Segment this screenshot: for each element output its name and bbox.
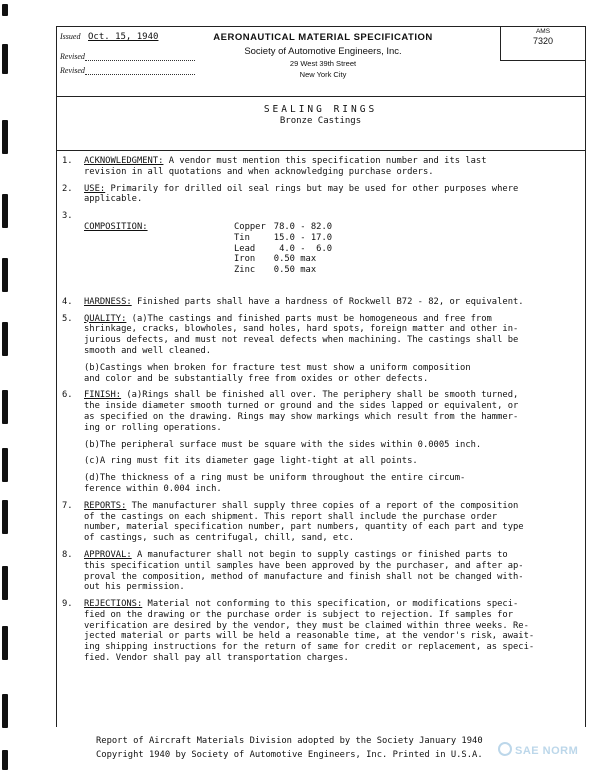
section-text: Finished parts shall have a hardness of Rockwell B72 - 82, or equivalent. <box>131 296 524 307</box>
table-row <box>234 233 340 244</box>
binder-holes <box>0 0 14 774</box>
element-name: Tin <box>234 232 250 243</box>
issued-label: Issued <box>60 32 81 41</box>
section-text: Primarily for drilled oil seal rings but may be used for other purposes where applicable. <box>84 183 519 205</box>
section-heading: ACKNOWLEDGMENT: <box>84 156 164 166</box>
section-text: A manufacturer shall not begin to supply castings or finished parts to this specification until samples have been approved by the purchaser, and after ap- proval the composition, method of manufacture and finish shall not be changed with- out his permission. <box>84 549 524 593</box>
element-value: 15.0 - 17.0 <box>273 232 333 243</box>
element-value: 4.0 - 6.0 <box>273 243 333 254</box>
section-composition <box>62 211 582 291</box>
section-number: 3. <box>62 211 73 222</box>
section-heading: REJECTIONS: <box>84 599 143 610</box>
section-heading: QUALITY: <box>84 313 127 324</box>
section-number: 1. <box>62 156 73 166</box>
section-quality <box>62 314 582 357</box>
section-finish <box>62 390 582 433</box>
watermark <box>498 742 578 757</box>
section-reports <box>62 501 582 544</box>
table-row <box>234 244 340 255</box>
section-number: 6. <box>62 390 73 401</box>
issued-date: Oct. 15, 1940 <box>88 32 159 42</box>
subject-subtitle: Bronze Castings <box>279 116 362 126</box>
finish-sub-b: (b)The peripheral surface must be square with the sides within 0.0005 inch. <box>84 439 482 450</box>
header-divider <box>56 96 585 97</box>
element-name: Copper <box>234 221 266 232</box>
element-name: Lead <box>234 243 256 254</box>
section-text: A vendor must mention this specification number and its last revision in all quotations and when acknowledging purchase orders. <box>84 156 487 177</box>
section-rejections <box>62 599 582 664</box>
section-text: (a)The castings and finished parts must be homogeneous and free from shrinkage, cracks, blowholes, sand holes, hard spots, foreign matter and other in- jurious defects, and must not reveal defects when machining. The castings shall be smooth and well cleaned. <box>84 313 519 356</box>
element-value: 0.50 max <box>273 265 317 276</box>
ams-number: 7320 <box>532 36 554 46</box>
revised-label: Revised <box>60 66 85 75</box>
section-text: Material not conforming to this specification, or modifications speci- fied on the drawing or the purchase order is subject to rejection. If samples for verification are desired by the vendor, they must be claimed within three weeks. Re- jected material or parts will be held a reasonable time, at the vendor's risk, await- ing shipping instructions for the return of same for credit or replacement, as speci- fied. Vendor shall pay all transportation charges. <box>84 599 535 664</box>
table-row <box>234 254 340 265</box>
address-city: New York City <box>299 70 347 79</box>
spec-body <box>62 156 582 670</box>
section-number: 7. <box>62 500 73 511</box>
subject-block <box>56 104 585 126</box>
table-row <box>234 222 340 233</box>
quality-sub-b: (b)Castings when broken for fracture test must show a uniform composition and color and be substantially free from oxides or other defects. <box>84 362 471 384</box>
finish-sub-d: (d)The thickness of a ring must be uniform throughout the entire circum- ference within 0.004 inch. <box>84 473 466 494</box>
section-number: 5. <box>62 313 73 324</box>
revised-line-1 <box>60 52 195 61</box>
copyright: Copyright 1940 by Society of Automotive Engineers, Inc. Printed in U.S.A. <box>96 750 483 760</box>
section-number: 4. <box>62 296 73 307</box>
spec-title: AERONAUTICAL MATERIAL SPECIFICATION <box>213 32 433 43</box>
section-hardness <box>62 297 582 308</box>
section-approval <box>62 550 582 593</box>
watermark-text: SAE NORM <box>515 745 579 757</box>
globe-icon <box>498 742 512 756</box>
composition-table <box>234 222 340 276</box>
address-street: 29 West 39th Street <box>289 59 357 68</box>
section-heading: USE: <box>84 183 106 194</box>
title-block <box>198 32 448 79</box>
element-name: Zinc <box>234 265 256 276</box>
section-number: 2. <box>62 183 73 194</box>
element-value: 0.50 max <box>273 254 317 265</box>
issued-line <box>60 32 158 42</box>
ams-label: AMS <box>535 28 551 35</box>
section-heading: FINISH: <box>84 390 122 401</box>
adoption-note: Report of Aircraft Materials Division adopted by the Society January 1940 <box>96 736 483 746</box>
revised-label: Revised <box>60 52 85 61</box>
element-value: 78.0 - 82.0 <box>273 221 333 232</box>
section-heading: COMPOSITION: <box>84 221 148 232</box>
section-heading: HARDNESS: <box>84 296 132 307</box>
society-name: Society of Automotive Engineers, Inc. <box>244 46 402 57</box>
table-row <box>234 265 340 276</box>
section-number: 9. <box>62 599 73 610</box>
section-heading: REPORTS: <box>84 500 127 511</box>
ams-box <box>500 26 585 61</box>
section-text: The manufacturer shall supply three copies of a report of the composition of the castings on each shipment. This report shall include the purchase order number, material specification number, part numbers, quantity of each part and type of castings, such as centrifugal, chill, sand, etc. <box>84 500 524 544</box>
finish-sub-c: (c)A ring must fit its diameter gage light-tight at all points. <box>84 456 418 467</box>
revised-line-2 <box>60 66 195 75</box>
subject-title: SEALING RINGS <box>263 104 378 115</box>
element-name: Iron <box>234 254 256 265</box>
subject-divider <box>56 150 585 151</box>
section-number: 8. <box>62 549 73 560</box>
section-use <box>62 184 582 206</box>
section-acknowledgment <box>62 156 582 178</box>
section-heading: APPROVAL: <box>84 549 132 560</box>
section-text: (a)Rings shall be finished all over. The periphery shall be smooth turned, the inside diameter smooth turned or ground and the sides lapped or equivalent, or as specified on the drawing. Rings may show markings which result from the hammer- ing or rolling operations. <box>84 390 519 433</box>
